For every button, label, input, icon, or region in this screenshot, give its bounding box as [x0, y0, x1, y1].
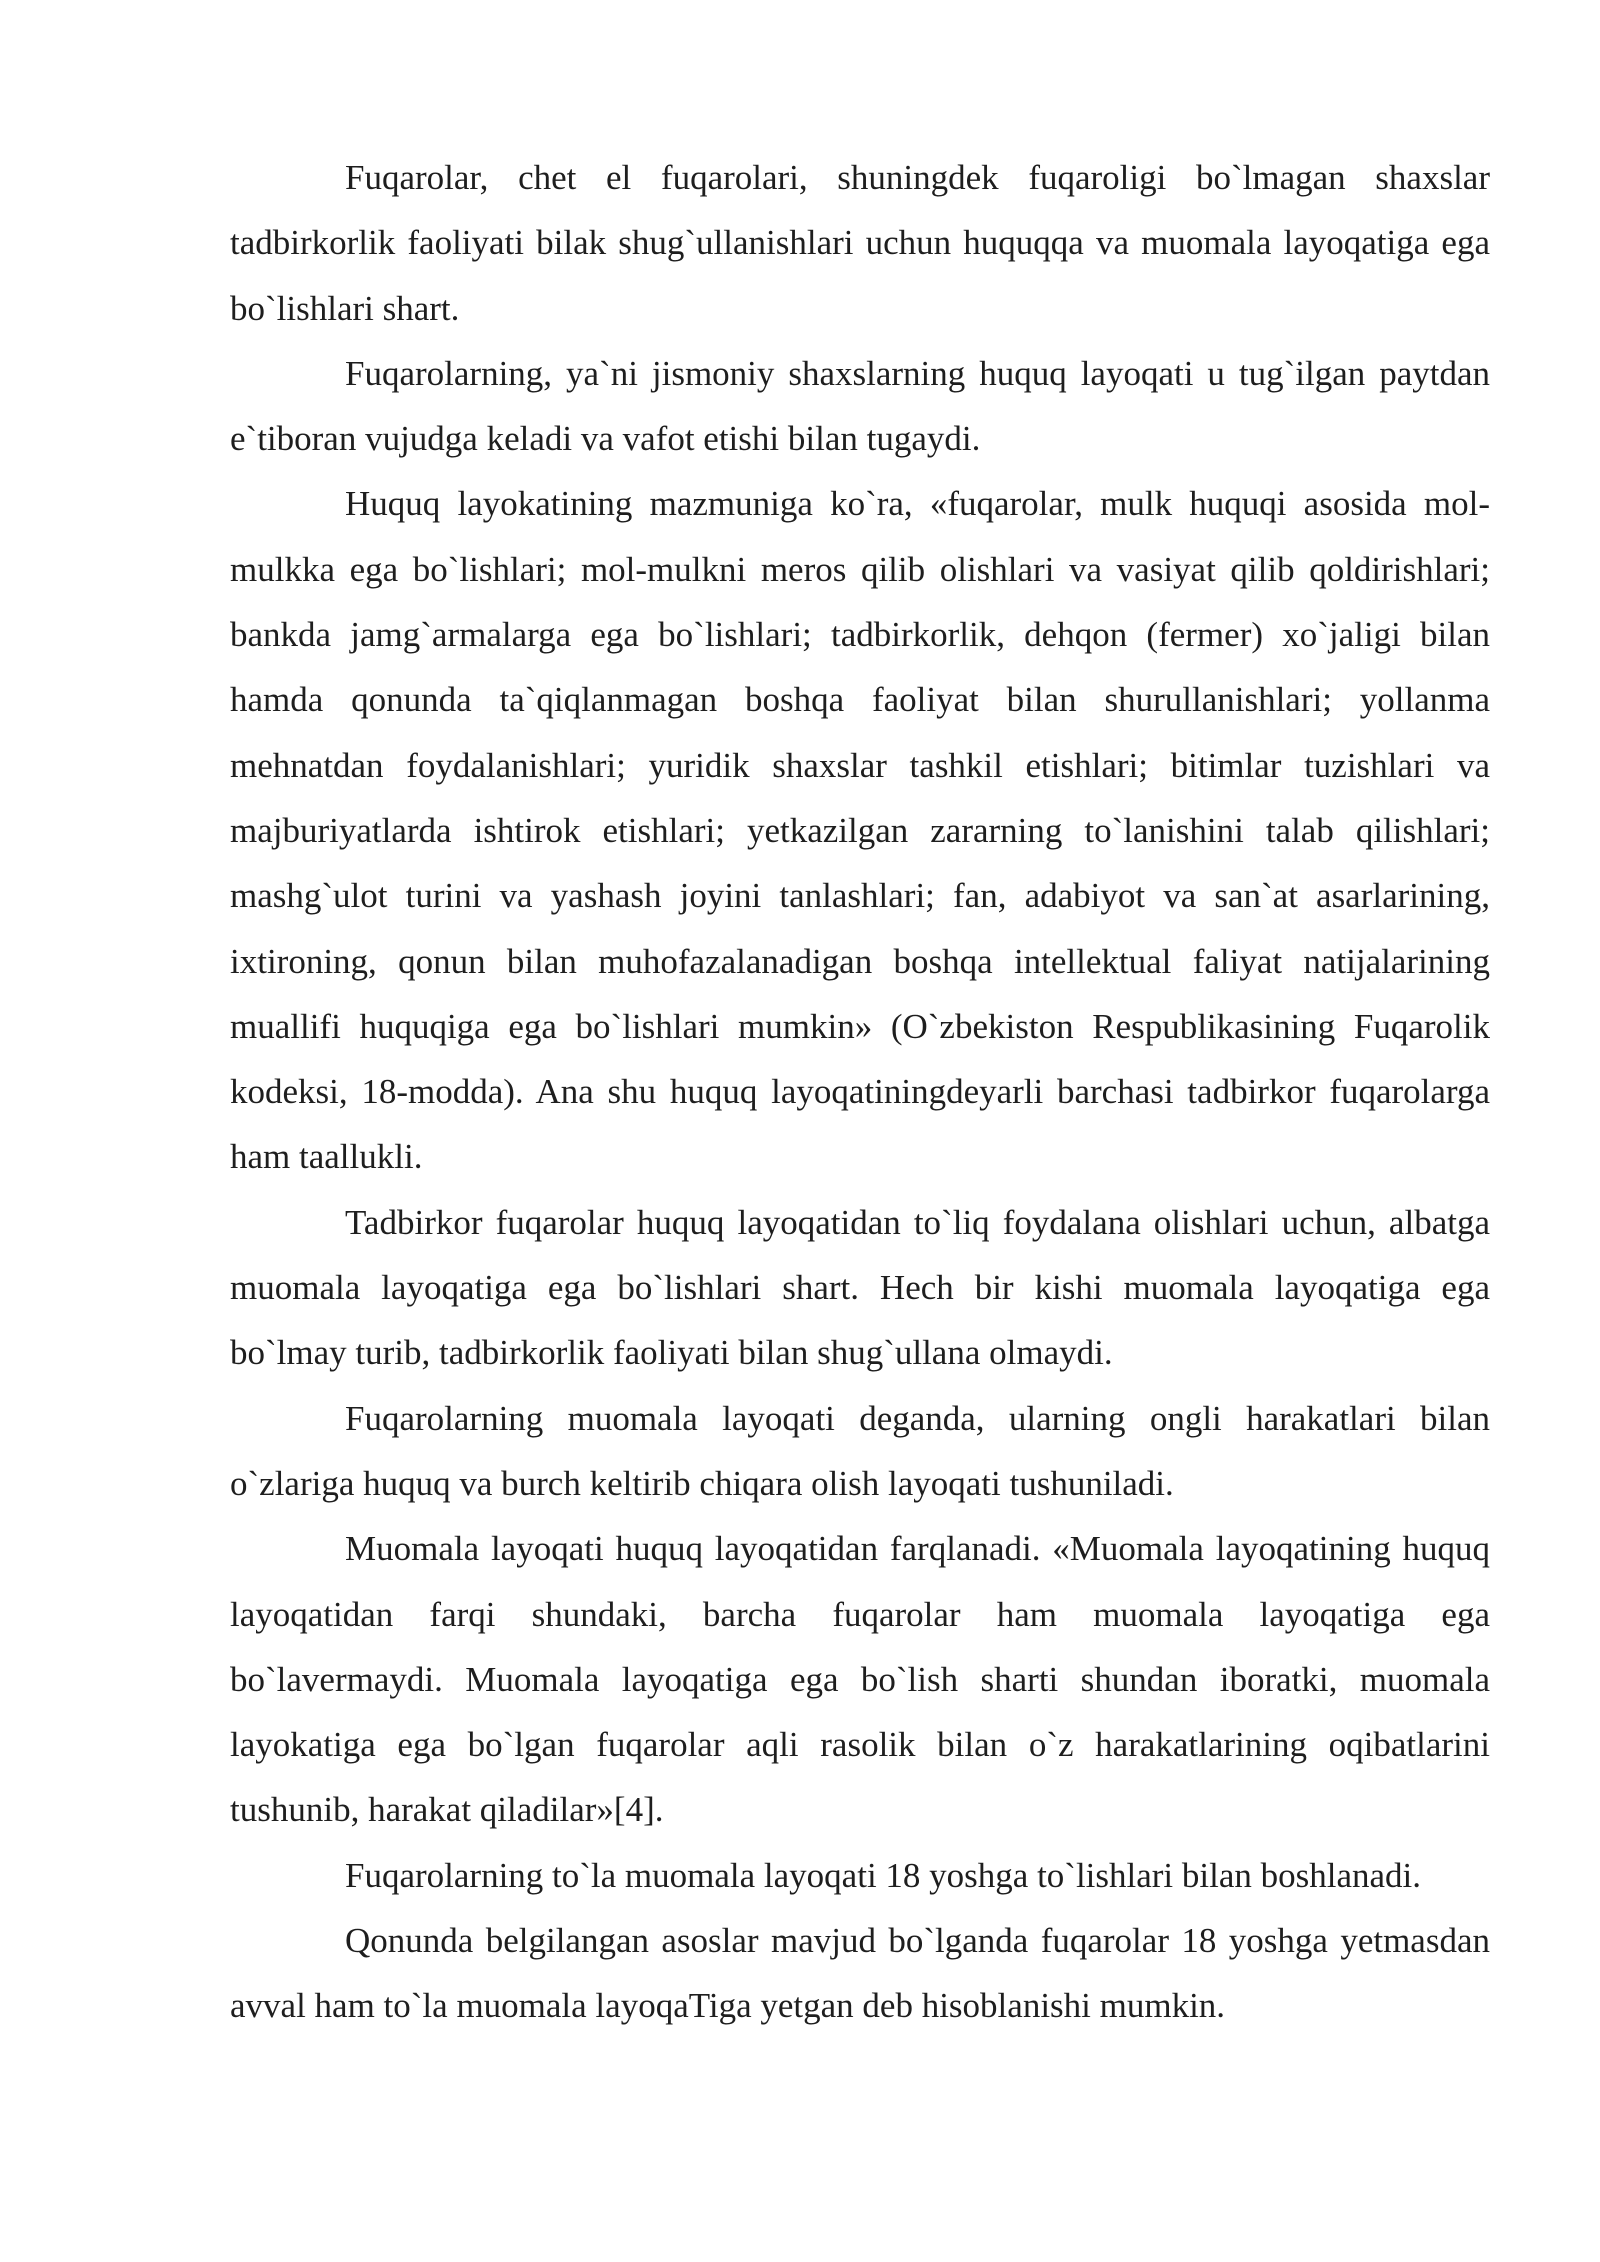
paragraph-8: Qonunda belgilangan asoslar mavjud bo`lganda fuqarolar 18 yoshga yetmasdan avval ham to`la muomala layoqaTiga yetgan deb hisoblanishi mumkin. — [230, 1921, 1490, 2026]
paragraph-5: Fuqarolarning muomala layoqati deganda, ularning ongli harakatlari bilan o`zlariga huquq va burch keltirib chiqara olish layoqati tushuniladi. — [230, 1398, 1490, 1503]
paragraph-4: Tadbirkor fuqarolar huquq layoqatidan to`liq foydalana olishlari uchun, albatga muomala layoqatiga ega bo`lishlari shart. Hech bir kishi muomala layoqatiga ega bo`lmay turib, tadbirkorlik faoliyati bilan shug`ullana olmaydi. — [230, 1202, 1490, 1373]
paragraph-2: Fuqarolarning, ya`ni jismoniy shaxslarning huquq layoqati u tug`ilgan paytdan e`tiboran vujudga keladi va vafot etishi bilan tugaydi. — [230, 353, 1490, 459]
paragraph-6: Muomala layoqati huquq layoqatidan farqlanadi. «Muomala layoqatining huquq layoqatidan farqi shundaki, barcha fuqarolar ham muomala layoqatiga ega bo`lavermaydi. Muomala layoqatiga ega bo`lish sharti shundan iboratki, muomala layokatiga ega bo`lgan fuqarolar aqli rasolik bilan o`z harakatlarining oqibatlarini tushunib, harakat qiladilar»[4]. — [230, 1529, 1490, 1830]
paragraph-1: Fuqarolar, chet el fuqarolari, shuningdek fuqaroligi bo`lmagan shaxslar tadbirkorlik faoliyati bilak shug`ullanishlari uchun huquqqa va muomala layoqatiga ega bo`lishlari shart. — [230, 158, 1490, 328]
paragraph-7: Fuqarolarning to`la muomala layoqati 18 yoshga to`lishlari bilan boshlanadi. — [345, 1855, 1422, 1895]
document-body — [230, 145, 1490, 2039]
paragraph-3: Huquq layokatining mazmuniga ko`ra, «fuqarolar, mulk huquqi asosida mol-mulkka ega bo`lishlari; mol-mulkni meros qilib olishlari va vasiyat qilib qoldirishlari; bankda jamg`armalarga ega bo`lishlari; tadbirkorlik, dehqon (fermer) xo`jaligi bilan hamda qonunda ta`qiqlanmagan boshqa faoliyat bilan shurullanishlari; yollanma mehnatdan foydalanishlari; yuridik shaxslar tashkil etishlari; bitimlar tuzishlari va majburiyatlarda ishtirok etishlari; yetkazilgan zararning to`lanishini talab qilishlari; mashg`ulot turini va yashash joyini tanlashlari; fan, adabiyot va san`at asarlarining, ixtironing, qonun bilan muhofazalanadigan boshqa intellektual faliyat natijalarining muallifi huquqiga ega bo`lishlari mumkin» (O`zbekiston Respublikasining Fuqarolik kodeksi, 18-modda). Ana shu huquq layoqatiningdeyarli barchasi tadbirkor fuqarolarga ham taallukli. — [230, 484, 1490, 1177]
